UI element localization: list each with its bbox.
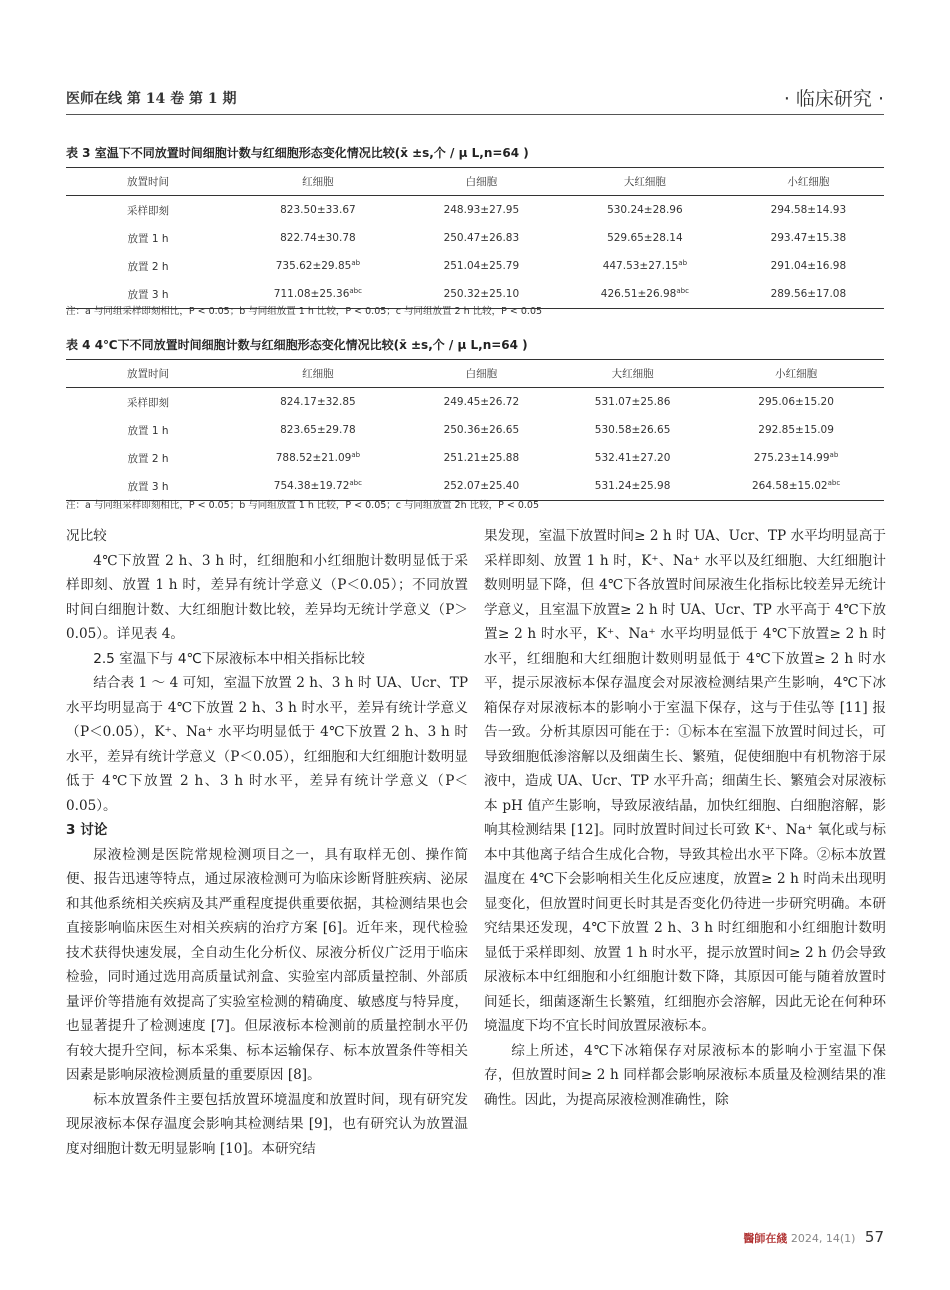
table-cell [557, 388, 708, 417]
table-cell [557, 472, 708, 501]
table4-note: 注：a 与同组采样即刻相比，P < 0.05；b 与同组放置 1 h 比较，P < 0.05；c 与同组放置 2h 比较，P < 0.05 [66, 500, 540, 511]
table-cell [230, 416, 406, 444]
column-header: 白细胞 [406, 168, 557, 196]
table-cell [406, 388, 557, 417]
table-row [66, 224, 884, 252]
column-header: 大红细胞 [557, 360, 708, 388]
table4-title: 表 4 4℃下不同放置时间细胞计数与红细胞形态变化情况比较(x̄ ±s,个 / μ L,n=64 ) [66, 338, 528, 352]
table-cell [557, 196, 733, 225]
cell-value: 放置 2 h [127, 260, 169, 273]
body-paragraph: 尿液检测是医院常规检测项目之一，具有取样无创、操作简便、报告迅速等特点，通过尿液检测可为临床诊断肾脏疾病、泌尿和其他系统相关疾病及其严重程度提供重要依据，其检测结果也会直接影响临床医生对相关疾病的治疗方案 [6]。近年来，现代检验技术获得快速发展，全自动生化分析仪、尿液分析仪广泛用于临床检验，同时通过选用高质量试剂盒、实验室内部质量控制、外部质量评价等措施有效提高了实验室检测的精确度、敏感度与特异度，也显著提升了检测速度 [7]。但尿液标本检测前的质量控制水平仍有较大提升空间，标本采集、标本运输保存、标本放置条件等相关因素是影响尿液检测质量的重要原因 [8]。 [66, 846, 468, 1083]
table-cell [406, 416, 557, 444]
column-header: 红细胞 [230, 168, 406, 196]
cell-value: 735.62±29.85 [275, 260, 352, 272]
cell-value: 426.51±26.98 [600, 288, 677, 300]
table3-header-row [66, 168, 884, 196]
column-header: 小红细胞 [733, 168, 884, 196]
cell-value: 531.07±25.86 [594, 396, 671, 408]
cell-significance-marker: ab [351, 259, 361, 267]
cell-significance-marker: abc [349, 287, 362, 295]
cell-value: 250.32±25.10 [443, 288, 520, 300]
body-paragraph: 4℃下放置 2 h、3 h 时，红细胞和小红细胞计数明显低于采样即刻、放置 1 h 时，差异有统计学意义（P＜0.05）；不同放置时间白细胞计数、大红细胞计数比较，差异均无统计学意义（P＞0.05）。详见表 4。 [66, 552, 468, 642]
cell-value: 292.85±15.09 [758, 424, 834, 436]
table-cell [708, 444, 884, 472]
cell-value: 249.45±26.72 [443, 396, 520, 408]
table-row [66, 252, 884, 280]
table-cell [557, 416, 708, 444]
body-paragraph: 果发现，室温下放置时间≥ 2 h 时 UA、Ucr、TP 水平均明显高于采样即刻、放置 1 h 时，K⁺、Na⁺ 水平以及红细胞、大红细胞计数则明显下降，但 4℃下各放置时间尿液生化指标比较差异无统计学意义，且室温下放置≥ 2 h 时 UA、Ucr、TP 水平高于 4℃下放置≥ 2 h 时水平，K⁺、Na⁺ 水平均明显低于 4℃下放置≥ 2 h 时水平，红细胞和大红细胞计数则明显低于 4℃下放置≥ 2 h 时水平，提示尿液标本保存温度会对尿液检测结果产生影响，4℃下冰箱保存对尿液标本的影响小于室温下保存，这与于佳弘等 [11] 报告一致。分析其原因可能在于：①标本在室温下放置时间过长，可导致细胞低渗溶解以及细菌生长、繁殖，促使细胞中有机物溶于尿液中，造成 UA、Ucr、TP 水平升高；细菌生长、繁殖会对尿液标本 pH 值产生影响，导致尿液结晶，加快红细胞、白细胞溶解，影响其检测结果 [12]。同时放置时间过长可致 K⁺、Na⁺ 氧化或与标本中其他离子结合生成化合物，导致其检出水平下降。②标本放置温度在 4℃下会影响相关生化反应速度，放置≥ 2 h 时尚未出现明显变化，但放置时间更长时其是否变化仍待进一步研究明确。本研究结果还发现，4℃下放置 2 h、3 h 时红细胞和小红细胞计数明显低于采样即刻、放置 1 h 时水平，提示放置时间≥ 2 h 仍会导致尿液标本中红细胞和小红细胞计数下降，其原因可能与随着放置时间延长，细菌逐渐生长繁殖，红细胞亦会溶解，因此无论在何种环境温度下均不宜长时间放置尿液标本。 [484, 528, 886, 1034]
table-cell [557, 252, 733, 280]
body-paragraph: 结合表 1 ～ 4 可知，室温下放置 2 h、3 h 时 UA、Ucr、TP 水平均明显高于 4℃下放置 2 h、3 h 时水平，差异有统计学意义（P＜0.05），K⁺、Na⁺ 水平均明显低于 4℃下放置 2 h、3 h 时水平，差异有统计学意义（P＜0.05），红细胞和大红细胞计数明显低于 4℃下放置 2 h、3 h 时水平，差异有统计学意义（P＜0.05）。 [66, 675, 468, 814]
table-cell [66, 416, 230, 444]
table3 [66, 167, 884, 309]
table-cell [66, 252, 230, 280]
table-cell [557, 444, 708, 472]
cell-significance-marker: abc [827, 479, 841, 487]
cell-value: 采样即刻 [127, 204, 169, 217]
table-cell [733, 280, 884, 309]
table-cell [66, 444, 230, 472]
table-cell [66, 196, 230, 225]
cell-value: 823.65±29.78 [280, 424, 356, 436]
cell-significance-marker: ab [829, 451, 839, 459]
body-paragraph: 综上所述，4℃下冰箱保存对尿液标本的影响小于室温下保存，但放置时间≥ 2 h 同样都会影响尿液标本质量及检测结果的准确性。因此，为提高尿液检测准确性，除 [484, 1042, 886, 1108]
body-paragraph: 况比较 [66, 528, 107, 544]
table-cell [230, 224, 406, 252]
journal-name: 医师在线 第 14 卷 第 1 期 [66, 91, 237, 107]
cell-value: 711.08±25.36 [273, 288, 350, 300]
table-cell [733, 196, 884, 225]
right-column [484, 524, 886, 1112]
footer-issue: 2024, 14(1) [790, 1232, 856, 1245]
cell-value: 531.24±25.98 [594, 480, 671, 492]
cell-significance-marker: ab [351, 451, 361, 459]
section-label: · 临床研究 · [783, 88, 884, 110]
cell-value: 754.38±19.72 [273, 480, 350, 492]
column-header: 小红细胞 [708, 360, 884, 388]
table-cell [406, 252, 557, 280]
cell-value: 252.07±25.40 [443, 480, 520, 492]
table-cell [708, 388, 884, 417]
cell-value: 293.47±15.38 [770, 232, 847, 244]
cell-value: 291.04±16.98 [770, 260, 847, 272]
cell-value: 250.47±26.83 [443, 232, 520, 244]
table-cell [230, 444, 406, 472]
cell-value: 放置 3 h [127, 288, 169, 301]
cell-value: 295.06±15.20 [758, 396, 834, 408]
cell-significance-marker: abc [676, 287, 689, 295]
table-cell [733, 252, 884, 280]
column-header: 红细胞 [230, 360, 406, 388]
cell-value: 264.58±15.02 [752, 480, 828, 492]
cell-value: 822.74±30.78 [280, 232, 356, 244]
cell-value: 530.24±28.96 [607, 204, 683, 216]
column-header: 放置时间 [66, 360, 230, 388]
body-paragraph: 标本放置条件主要包括放置环境温度和放置时间，现有研究发现尿液标本保存温度会影响其检测结果 [9]，也有研究认为放置温度对细胞计数无明显影响 [10]。本研究结 [66, 1091, 468, 1157]
table4 [66, 359, 884, 501]
cell-value: 放置 3 h [127, 480, 169, 493]
cell-value: 824.17±32.85 [280, 396, 356, 408]
table3-title: 表 3 室温下不同放置时间细胞计数与红细胞形态变化情况比较(x̄ ±s,个 / μ L,n=64 ) [66, 146, 529, 160]
cell-value: 788.52±21.09 [275, 452, 352, 464]
table-row [66, 416, 884, 444]
cell-value: 采样即刻 [127, 396, 169, 409]
page-number: 57 [864, 1228, 884, 1246]
table-row [66, 196, 884, 225]
table3-note: 注：a 与同组采样即刻相比，P < 0.05；b 与同组放置 1 h 比较，P < 0.05；c 与同组放置 2 h 比较，P < 0.05 [66, 306, 543, 317]
table-cell [406, 196, 557, 225]
cell-value: 529.65±28.14 [607, 232, 683, 244]
cell-value: 放置 2 h [127, 452, 169, 465]
header-rule [66, 114, 884, 115]
table-cell [406, 224, 557, 252]
cell-value: 248.93±27.95 [443, 204, 520, 216]
cell-significance-marker: ab [678, 259, 688, 267]
column-header: 放置时间 [66, 168, 230, 196]
cell-value: 530.58±26.65 [594, 424, 671, 436]
section-heading: 3 讨论 [66, 822, 108, 838]
table-cell [66, 224, 230, 252]
table4-header-row [66, 360, 884, 388]
cell-value: 250.36±26.65 [443, 424, 520, 436]
table-cell [406, 444, 557, 472]
cell-value: 447.53±27.15 [602, 260, 679, 272]
cell-value: 放置 1 h [127, 232, 169, 245]
column-header: 白细胞 [406, 360, 557, 388]
table-cell [230, 196, 406, 225]
cell-value: 289.56±17.08 [770, 288, 847, 300]
cell-significance-marker: abc [349, 479, 362, 487]
table-cell [230, 252, 406, 280]
footer-brand-logo: 醫師在綫 [743, 1232, 788, 1245]
left-column [66, 524, 468, 1161]
table-cell [733, 224, 884, 252]
table-cell [708, 416, 884, 444]
cell-value: 823.50±33.67 [280, 204, 356, 216]
table-cell [557, 280, 733, 309]
table-cell [230, 388, 406, 417]
cell-value: 251.21±25.88 [443, 452, 520, 464]
table-cell [557, 224, 733, 252]
table-cell [708, 472, 884, 501]
cell-value: 294.58±14.93 [770, 204, 847, 216]
page-footer [743, 1228, 884, 1246]
subsection-heading: 2.5 室温下与 4℃下尿液标本中相关指标比较 [93, 650, 365, 667]
cell-value: 532.41±27.20 [594, 452, 671, 464]
cell-value: 275.23±14.99 [753, 452, 830, 464]
table-row [66, 444, 884, 472]
table-cell [66, 388, 230, 417]
cell-value: 放置 1 h [127, 424, 169, 437]
table-row [66, 388, 884, 417]
column-header: 大红细胞 [557, 168, 733, 196]
cell-value: 251.04±25.79 [443, 260, 520, 272]
